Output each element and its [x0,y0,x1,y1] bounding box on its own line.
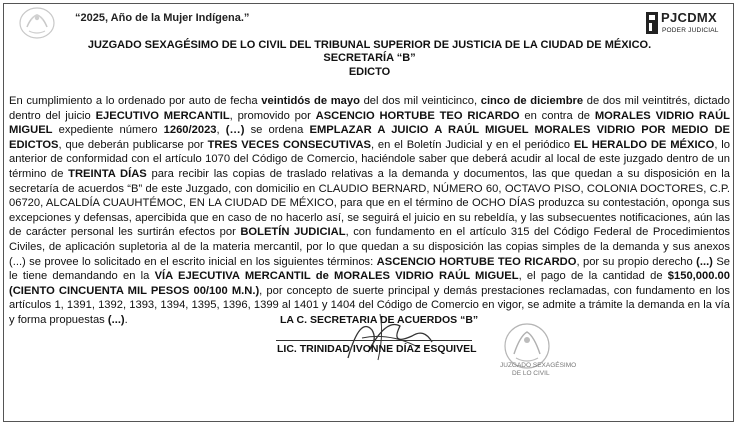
pjcdmx-logo-icon [645,10,725,38]
body-bold: cinco de diciembre [480,95,584,107]
logo-main-text: PJCDMX [661,10,717,25]
body-bold: $150,000.00 (CIENTO CINCUENTA MIL PESOS 00/100 M.N.) [9,270,730,297]
body-text: expediente número [52,124,164,137]
logo-sub-text: PODER JUDICIAL [662,27,719,34]
body-bold: ASCENCIO HORTUBE TEO RICARDO [376,255,577,268]
body-text: , con fundamento en el artículo 315 del Código Federal de Procedimientos Civiles, de aplicación supletoria al de la materia mercantil, por lo que quedan a su disposición las copias simples de la demanda y sus anexos (...) se provee lo solicitado en el escrito inicial en los siguientes términos: [9,226,731,268]
body-bold: TREINTA DÍAS [68,167,147,180]
body-text: Se le tiene demandando en la [9,255,730,283]
signer-name: LIC. TRINIDAD IVONNE DÍAZ ESQUIVEL [277,343,477,355]
body-bold: (…) [225,124,245,137]
body-bold: (...) [107,313,125,326]
body-bold: veintidós de mayo [261,95,360,107]
signature-line [276,340,472,341]
body-bold: EL HERALDO DE MÉXICO [573,138,715,151]
body-bold: 1260/2023 [163,124,217,137]
body-text: , en el Boletín Judicial y en el periódico [371,138,574,151]
year-motto: “2025, Año de la Mujer Indígena.” [75,12,250,24]
stamp-text-line2: DE LO CIVIL [512,370,550,377]
body-bold: VÍA EJECUTIVA MERCANTIL de MORALES VIDRIO RAÚL MIGUEL [154,270,519,283]
body-bold: EJECUTIVO MERCANTIL [95,109,230,122]
edict-title: EDICTO [348,66,391,78]
body-bold: TRES VECES CONSECUTIVAS [207,138,372,151]
signature-block [250,308,490,368]
body-text: para recibir las copias de traslado relativas a la demanda y documentos, las que quedan a su disposición en la secretaría de acuerdos “B” de este Juzgado, con domicilio en CLAUDIO BERNARD, NÚMERO 60, OCTAVO PISO, COLONIA DOCTORES, C.P. 06720, ALCALDÍA CUAUHTÉMOC, EN LA CIUDAD DE MÉXICO, para que en el término de OCHO DÍAS produzca su contestación, oponga sus excepciones y defensas, apercibida que en caso de no hacerlo así, se seguirá el juicio en su rebeldía, y las subsecuentes notificaciones, aún las de carácter personal les surtirán efectos por [9,167,730,239]
body-text: , por su propio derecho [576,255,697,268]
body-text: En cumplimiento a lo ordenado por auto de fecha [9,95,262,107]
body-text: se ordena [244,124,310,137]
body-text: , por concepto de suerte principal y demás prestaciones reclamadas, con fundamento en los artículos 1, 1391, 1392, 1393, 1394, 1395, 1396, 1399 al 1401 y 1404 del Código de Comercio en vigor, se admite a trámite la demanda en la vía y forma propuestas [9,284,730,326]
body-text: del dos mil veinticinco, [359,95,481,107]
body-text: en contra de [519,109,595,122]
body-bold: (...) [696,255,713,268]
body-bold: EMPLAZAR A JUICIO A RAÚL MIGUEL MORALES VIDRIO POR MEDIO DE EDICTOS [9,124,731,151]
body-text: , que deberán publicarse por [58,138,208,151]
body-text: , promovido por [229,109,316,122]
secretariat-title: SECRETARÍA “B” [323,52,416,64]
pj-mark-icon [645,11,659,35]
signer-title: LA C. SECRETARIA DE ACUERDOS “B” [280,314,479,326]
body-text: . [124,313,128,326]
body-text: de dos mil veintitrés, dictado dentro del juicio [9,95,731,122]
body-text: , el pago de la cantidad de [518,270,668,283]
edict-body [9,94,730,328]
body-bold: ASCENCIO HORTUBE TEO RICARDO [315,109,520,122]
body-text: , lo anterior de conformidad con el artículo 1070 del Código de Comercio, haciéndole saber que deberá acudir al local de este juzgado dentro de un término de [9,138,730,180]
court-title: JUZGADO SEXAGÉSIMO DE LO CIVIL DEL TRIBUNAL SUPERIOR DE JUSTICIA DE LA CIUDAD DE MÉXICO. [87,39,652,51]
body-bold: MORALES VIDRIO RAÚL MIGUEL [9,109,730,137]
body-bold: BOLETÍN JUDICIAL [240,226,346,239]
stamp-text-line1: JUZGADO SEXAGÉSIMO [500,362,577,369]
mexican-coat-of-arms-icon [17,5,57,41]
body-text: , [216,124,226,137]
